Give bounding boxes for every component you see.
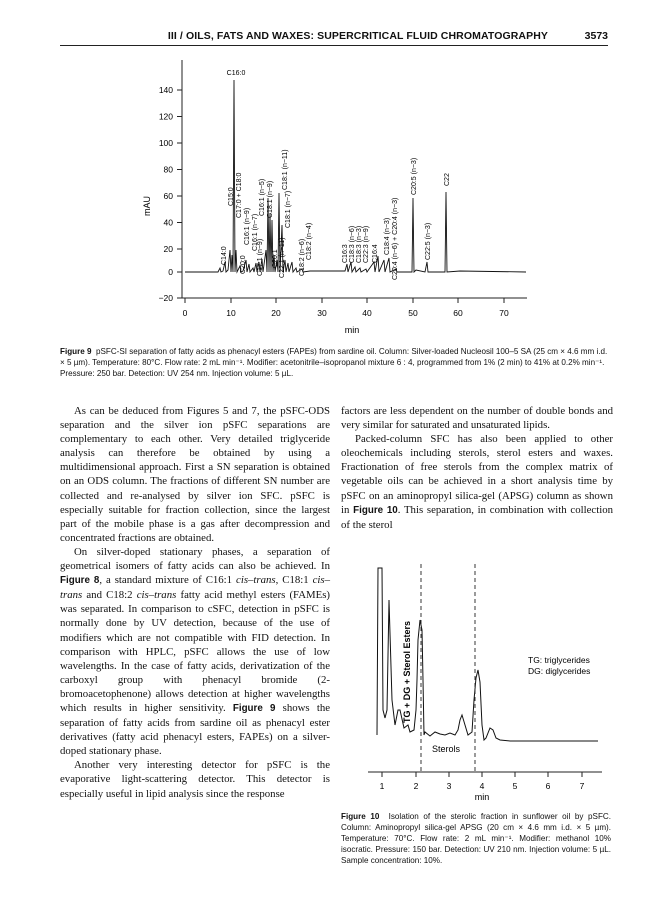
fig10-xlabel: min xyxy=(474,792,490,802)
fig10-label-sterols: Sterols xyxy=(432,744,461,754)
running-header xyxy=(60,24,608,42)
page-number: 3573 xyxy=(584,30,608,42)
fig10-legend-dg: DG: diglycerides xyxy=(528,666,591,676)
text-run: fatty acid methyl esters (FAMEs) was separated. In comparison to cSFC, detection in pSFC is normally done by UV detection, because of the use of modifiers which are not compatible with FID detection. In comparison with HPLC, pSFC allows the use of low wavelengths. In the case of fatty acids, derivatization of the carboxyl group with phenacyl bromide (2-bromoacetophenone) allows detection at higher wavelengths which results in higher sensitivity. xyxy=(60,589,331,714)
peak-label: C20:5 (n−3) xyxy=(411,157,418,195)
peak-label: C22:1 (n−11) xyxy=(279,237,286,278)
peak-label: C16:3 xyxy=(342,244,349,263)
peak-label: C16:1 (n−7) xyxy=(252,213,259,251)
figure9-chromatogram xyxy=(0,50,668,390)
peak-label: C16:1 (n−9) xyxy=(244,207,251,245)
fig9-xtick: 70 xyxy=(499,308,509,318)
peak-label: C15:0 xyxy=(228,187,235,206)
right-column xyxy=(341,404,613,532)
fig10-xtick: 5 xyxy=(512,781,518,791)
fig9-ytick: 100 xyxy=(158,138,173,148)
fig9-ytick: 0 xyxy=(168,267,173,277)
peak-label: C16:4 xyxy=(372,244,379,263)
figure9-caption-label: Figure 9 xyxy=(60,347,92,356)
fig9-xtick: 20 xyxy=(271,308,281,318)
peak-label: C18:3 (n−3) xyxy=(356,225,363,263)
peak-label: C14:0 xyxy=(221,246,228,265)
fig9-ytick: −20 xyxy=(158,293,173,303)
fig10-xtick: 7 xyxy=(579,781,585,791)
figure9-ref: Figure 9 xyxy=(232,702,276,714)
figure10-caption-text: Isolation of the sterolic fraction in sunflower oil by pSFC. Column: Aminopropyl silica-gel APSG (20 cm × 4.6 mm i.d. × 5 µm). Temperature: 70°C. Flow rate: 2 mL min⁻¹. Modifier: methanol 10% isocratic. Pressure: 150 bar. Detection: UV 210 nm. Injection volume: 5 µL. Sample concentration: 10%. xyxy=(341,812,611,865)
figure9-caption xyxy=(60,346,612,379)
figure10-chromatogram xyxy=(340,560,630,830)
fig9-ytick: 60 xyxy=(163,191,173,201)
peak-label: C22:3 (n−9) xyxy=(363,225,370,263)
fig9-ytick: 120 xyxy=(158,111,173,122)
figure9-caption-text: pSFC-SI separation of fatty acids as phenacyl esters (FAPEs) from sardine oil. Column: Silver-loaded Nucleosil 100–5 SA (25 cm × 4.6 mm i.d. × 5 µm). Temperature: 80°C. Flow rate: 2 mL min⁻¹. Modifier: acetonitrile–isopropanol mixture 6 : 4, programmed from 1% (2 min) to 41% at 0.2% min⁻¹. Pressure: 250 bar. Detection: UV 254 nm. Injection volume: 5 µL. xyxy=(60,347,608,378)
peak-label: C16:1 (n−5) xyxy=(259,178,266,216)
running-title: III / OILS, FATS AND WAXES: SUPERCRITICAL FLUID CHROMATOGRAPHY xyxy=(167,30,548,42)
text-run: Packed-column SFC has also been applied to other oleochemicals including sterols, sterol esters and waxes. Fractionation of free sterols from the complex matrix of vegetable oils can be achieved in a short analysis time by pSFC on an aminopropyl silica-gel (APSG) column as shown in xyxy=(341,433,613,516)
peak-label: C17:0 + C18:0 xyxy=(236,172,243,218)
fig10-xtick: 2 xyxy=(413,781,419,791)
text-run: On silver-doped stationary phases, a separation of geometrical isomers of fatty acids can also be achieved. In xyxy=(60,545,330,573)
fig9-ylabel: mAU xyxy=(142,196,152,216)
peak-label: C18:3 (n−6) xyxy=(349,225,356,263)
fig9-xlabel: min xyxy=(344,325,360,335)
peak-label: C22 xyxy=(444,173,451,186)
fig10-xtick: 1 xyxy=(379,781,385,791)
fig10-xtick: 4 xyxy=(479,781,485,791)
paragraph: As can be deduced from Figures 5 and 7, the pSFC-ODS separation and the silver ion pSFC separations are complementary to each other. Very detailed triglyceride analysis can therefore be obtained by using a multidimensional approach. First a SN separation is obtained on an ODS column. The fractions of different SN number are collected and re-analysed by silver ion SFC. pSFC is especially suitable for fraction collection, since the largest part of the mobile phase is a gas after decompression and concentrated fractions are obtained. xyxy=(60,405,330,544)
figure10-caption xyxy=(341,811,611,866)
figure10-ref: Figure 10 xyxy=(353,504,398,516)
peak-label: C16:0 xyxy=(226,70,246,77)
fig10-label-tg-dg: TG + DG + Sterol Esters xyxy=(402,620,412,724)
peak-label: C18:2 (n−4) xyxy=(306,222,313,260)
peak-label: C18:1 (n−7) xyxy=(285,190,292,228)
fig9-ytick: 140 xyxy=(158,85,173,95)
peak-label: C20:4 (n−6) + C20:4 (n−3) xyxy=(392,197,399,280)
peak-label: C18:4 (n−3) xyxy=(384,217,391,255)
italic-term: cis–trans xyxy=(60,574,331,602)
text-run: , C18:1 xyxy=(275,574,309,587)
fig9-xtick: 40 xyxy=(362,308,372,318)
italic-term: cis–trans xyxy=(236,574,276,587)
fig10-legend-tg: TG: triglycerides xyxy=(528,655,590,665)
text-run: and C18:2 xyxy=(86,589,133,602)
peak-label: C18:1 (n−11) xyxy=(282,149,289,190)
fig9-xtick: 30 xyxy=(317,308,327,318)
figure8-ref: Figure 8 xyxy=(60,575,100,587)
paragraph: factors are less dependent on the number of double bonds and very similar for saturated and unsaturated lipids. xyxy=(341,405,613,432)
fig10-xtick: 3 xyxy=(446,781,452,791)
peak-label: C17:1 (n−9) xyxy=(257,238,264,276)
fig10-xtick: 6 xyxy=(545,781,551,791)
text-run: shows the separation of fatty acids from sardine oil as phenacyl ester derivatives (fatty acid phenacyl esters, FAPEs) on a silver-doped stationary phase. xyxy=(60,701,331,758)
peak-label: C20:0 xyxy=(240,255,247,274)
paragraph xyxy=(341,432,613,532)
peak-label: C20:1 xyxy=(272,249,279,268)
fig9-xtick: 60 xyxy=(453,308,463,318)
peak-label: C18:2 (n−6) xyxy=(299,238,306,276)
fig9-xtick: 0 xyxy=(182,308,188,318)
paragraph xyxy=(60,545,330,758)
fig9-ytick: 40 xyxy=(163,217,173,228)
italic-term: cis–trans xyxy=(136,589,177,602)
fig9-ytick: 20 xyxy=(163,244,173,254)
fig9-xtick: 10 xyxy=(226,308,236,318)
fig9-xtick: 50 xyxy=(408,308,418,318)
header-rule xyxy=(60,45,608,46)
text-run: . This separation, in combination with collection of the sterol xyxy=(341,503,613,531)
text-run: , a standard mixture of C16:1 xyxy=(99,574,233,587)
peak-label: C22:5 (n−3) xyxy=(425,222,432,260)
fig9-ytick: 80 xyxy=(163,164,173,175)
left-column xyxy=(60,404,330,801)
peak-label: C18:1 (n−9) xyxy=(267,180,274,218)
paragraph: Another very interesting detector for pSFC is the evaporative light-scattering detector. This detector is especially useful in lipid analysis since the response xyxy=(60,759,330,800)
figure10-caption-label: Figure 10 xyxy=(341,812,380,821)
